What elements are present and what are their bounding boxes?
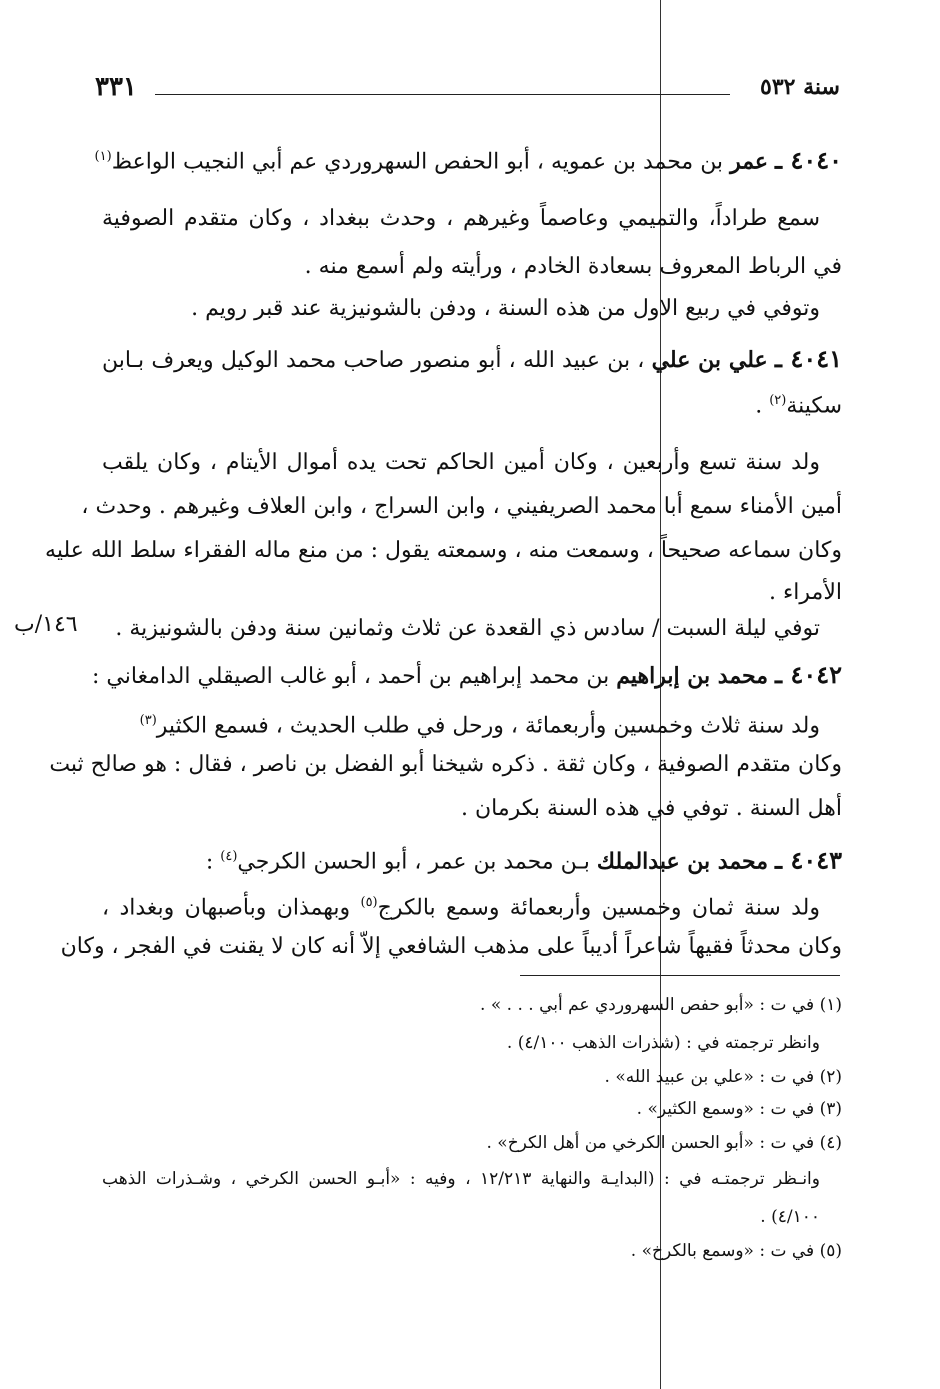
body-text: ولد سنة ثمان وخمسين وأربعمائة وسمع بالكرج	[377, 895, 821, 921]
entry-name: عمر	[730, 148, 769, 175]
footnote: وانـظر ترجمتـه في : (البدايـة والنهاية ١٢/٢١٣ ، وفيه : «أبـو الحسن الكرخي ، وشـذرات الذهب	[102, 1169, 820, 1189]
footnote-rule	[520, 975, 840, 976]
entry-heading-text: ، بن عبيد الله ، أبو منصور صاحب محمد الوكيل ويعرف بـابن	[102, 348, 645, 373]
body-line: وتوفي في ربيع الاول من هذه السنة ، ودفن بالشونيزية عند قبر رويم .	[191, 296, 820, 321]
body-line: أهل السنة . توفي في هذه السنة بكرمان .	[461, 796, 842, 821]
running-head: سنة ٥٣٢	[760, 74, 840, 100]
page-number: ٣٣١	[95, 72, 137, 102]
footnote: (٤) في ت : «أبو الحسن الكرخي من أهل الكرخ» .	[486, 1133, 842, 1153]
body-line	[102, 704, 820, 743]
entry-heading	[94, 140, 842, 179]
entry-heading-text: بن محمد بن عمويه ، أبو الحفص السهروردي عم أبي النجيب الواعظ	[111, 149, 724, 175]
entry-heading-text: بن محمد إبراهيم بن أحمد ، أبو غالب الصيقلي الدامغاني :	[92, 664, 610, 689]
footnote-marker: (٥)	[360, 895, 378, 910]
footnote: (٣) في ت : «وسمع الكثير» .	[636, 1099, 842, 1119]
entry-number: ٤٠٤٠ ـ	[775, 145, 842, 175]
body-line: وكان محدثاً فقيهاً شاعراً أديباً على مذهب الشافعي إلاّ أنه كان لا يقنت في الفجر ، وكان	[60, 934, 842, 959]
page-header	[95, 72, 840, 112]
body-line: أمين الأمناء سمع أبا محمد الصريفيني ، وابن السراج ، وابن العلاف وغيرهم . وحدث ،	[81, 494, 842, 519]
footnote-marker: (١)	[94, 149, 112, 164]
entry-name: محمد بن إبراهيم	[616, 663, 769, 689]
body-line: وكان متقدم الصوفية ، وكان ثقة . ذكره شيخنا أبو الفضل بن ناصر ، فقال : هو صالح ثبت	[49, 752, 842, 777]
body-text: ولد سنة ثلاث وخمسين وأربعمائة ، ورحل في طلب الحديث ، فسمع الكثير	[156, 713, 820, 739]
entry-name: علي بن علي	[651, 347, 768, 373]
entry-heading	[92, 658, 842, 694]
footnote: (٢) في ت : «علي بن عبيد الله» .	[604, 1067, 842, 1087]
footnote: (١) في ت : «أبو حفص السهروردي عم أبي . . . » .	[480, 995, 842, 1015]
entry-heading	[102, 840, 842, 879]
entry-number: ٤٠٤٢ ـ	[775, 660, 842, 689]
entry-number: ٤٠٤١ ـ	[774, 344, 843, 373]
footnote: وانظر ترجمته في : (شذرات الذهب ٤/١٠٠) .	[506, 1033, 820, 1053]
entry-name: محمد بن عبدالملك	[596, 848, 769, 875]
body-line: وكان سماعه صحيحاً ، وسمعت منه ، وسمعته يقول : من منع ماله الفقراء سلط الله عليه	[45, 538, 842, 563]
footnote-marker: (٣)	[139, 713, 157, 728]
body-line: في الرباط المعروف بسعادة الخادم ، ورأيته ولم أسمع منه .	[304, 254, 842, 279]
footnote: ٤/١٠٠) .	[760, 1207, 820, 1227]
body-line: توفي ليلة السبت / سادس ذي القعدة عن ثلاث وثمانين سنة ودفن بالشونيزية .	[115, 616, 820, 641]
entry-heading	[102, 342, 842, 378]
entry-number: ٤٠٤٣ ـ	[775, 845, 842, 875]
body-line: الأمراء .	[768, 580, 842, 605]
entry-heading-text: :	[205, 849, 214, 875]
footnote-marker: (٤)	[220, 849, 238, 864]
footnote-marker: (٢)	[769, 393, 787, 408]
body-line: ولد سنة تسع وأربعين ، وكان أمين الحاكم تحت يده أموال الأيتام ، وكان يلقب	[102, 450, 820, 475]
entry-heading-continued: سكينة$^{(٢)}$ .	[755, 393, 842, 419]
header-rule	[155, 94, 730, 95]
entry-heading-text: بـن محمد بن عمر ، أبو الحسن الكرجي	[237, 849, 590, 875]
body-text: وبهمذان وبأصبهان وبغداد ،	[102, 895, 351, 921]
margin-folio-note: ١٤٦/ب	[14, 612, 78, 637]
body-line: سمع طراداً، والتميمي وعاصماً وغيرهم ، وحدث ببغداد ، وكان متقدم الصوفية	[102, 206, 820, 231]
entry-heading-text: سكينة	[786, 393, 842, 419]
footnote: (٥) في ت : «وسمع بالكرخ» .	[630, 1241, 842, 1261]
body-line	[102, 886, 820, 925]
